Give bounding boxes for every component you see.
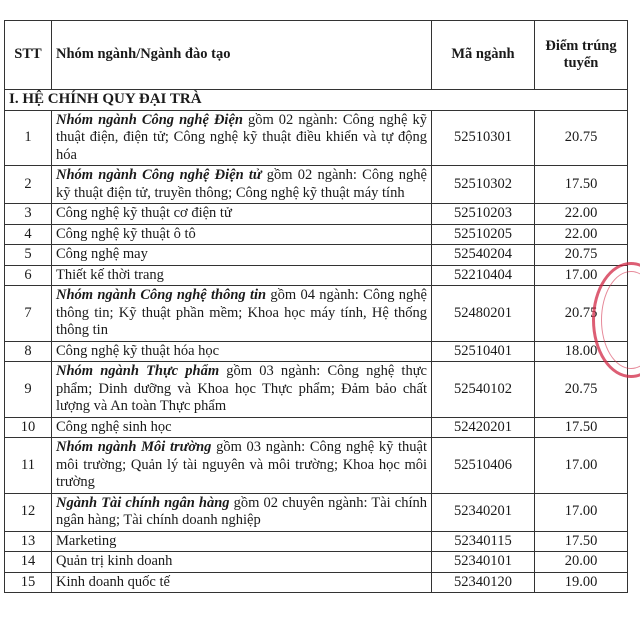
- row-program-name: [52, 245, 432, 266]
- row-program-code: 52540102: [432, 362, 535, 418]
- row-stt: 15: [5, 572, 52, 593]
- row-program-code: 52510401: [432, 341, 535, 362]
- row-admission-score: 17.00: [535, 438, 628, 494]
- row-admission-score: 20.75: [535, 110, 628, 166]
- row-program-code: 52510203: [432, 204, 535, 225]
- row-program-code: 52340115: [432, 531, 535, 552]
- row-program-name: [52, 438, 432, 494]
- row-program-text: Marketing: [56, 532, 117, 549]
- row-program-name: [52, 362, 432, 418]
- row-stt: 7: [5, 286, 52, 342]
- row-stt: 11: [5, 438, 52, 494]
- row-admission-score: 19.00: [535, 572, 628, 593]
- table-row: [5, 531, 628, 552]
- row-stt: 10: [5, 417, 52, 438]
- row-program-text: Công nghệ kỹ thuật ô tô: [56, 225, 196, 242]
- row-program-text: Công nghệ kỹ thuật cơ điện tử: [56, 205, 232, 221]
- table-row: [5, 572, 628, 593]
- row-program-code: 52340101: [432, 552, 535, 573]
- row-admission-score: 17.50: [535, 531, 628, 552]
- row-stt: 9: [5, 362, 52, 418]
- admission-score-table: [4, 20, 628, 593]
- table-row: [5, 493, 628, 531]
- table-row: [5, 286, 628, 342]
- row-program-text: Công nghệ kỹ thuật hóa học: [56, 342, 220, 359]
- row-admission-score: 20.75: [535, 362, 628, 418]
- row-program-name: [52, 572, 432, 593]
- row-program-code: 52540204: [432, 245, 535, 266]
- row-program-name: [52, 417, 432, 438]
- row-stt: 13: [5, 531, 52, 552]
- row-stt: 2: [5, 166, 52, 204]
- table-row: [5, 204, 628, 225]
- row-program-text: gồm 04 ngành: Công nghệ thông tin; Kỹ thuật phần mềm; Khoa học máy tính, Hệ thống thông tin: [56, 287, 427, 338]
- row-program-name: [52, 166, 432, 204]
- row-stt: 4: [5, 224, 52, 245]
- header-stt: STT: [5, 21, 52, 90]
- row-admission-score: 20.75: [535, 245, 628, 266]
- row-admission-score: 22.00: [535, 224, 628, 245]
- row-program-name: [52, 265, 432, 286]
- header-code: Mã ngành: [432, 21, 535, 90]
- row-program-name: [52, 552, 432, 573]
- row-admission-score: 17.00: [535, 493, 628, 531]
- table-row: [5, 341, 628, 362]
- row-program-code: 52510205: [432, 224, 535, 245]
- table-header-row: [5, 21, 628, 90]
- table-row: [5, 417, 628, 438]
- table-row: [5, 166, 628, 204]
- row-admission-score: 18.00: [535, 341, 628, 362]
- table-row: [5, 245, 628, 266]
- row-program-code: 52510301: [432, 110, 535, 166]
- row-stt: 12: [5, 493, 52, 531]
- row-program-code: 52340120: [432, 572, 535, 593]
- row-program-name: [52, 110, 432, 166]
- row-admission-score: 20.75: [535, 286, 628, 342]
- row-program-code: 52510302: [432, 166, 535, 204]
- row-group-title: Nhóm ngành Công nghệ Điện tử: [56, 167, 262, 183]
- row-program-text: gồm 02 chuyên ngành: Tài chính ngân hàng; Tài chính doanh nghiệp: [56, 494, 427, 528]
- row-program-code: 52510406: [432, 438, 535, 494]
- row-program-text: Quản trị kinh doanh: [56, 553, 173, 569]
- header-name: Nhóm ngành/Ngành đào tạo: [52, 21, 432, 90]
- table-row: [5, 362, 628, 418]
- row-program-code: 52480201: [432, 286, 535, 342]
- row-program-text: gồm 02 ngành: Công nghệ kỹ thuật điện tử, truyền thông; Công nghệ kỹ thuật máy tính: [56, 167, 427, 201]
- row-program-code: 52420201: [432, 417, 535, 438]
- row-program-text: Công nghệ may: [56, 246, 148, 262]
- row-program-text: Kinh doanh quốc tế: [56, 573, 170, 590]
- table-row: [5, 224, 628, 245]
- table-row: [5, 110, 628, 166]
- row-admission-score: 20.00: [535, 552, 628, 573]
- section-title: I. HỆ CHÍNH QUY ĐẠI TRÀ: [5, 90, 628, 111]
- row-stt: 1: [5, 110, 52, 166]
- row-group-title: Nhóm ngành Thực phẩm: [56, 363, 220, 379]
- section-row: [5, 90, 628, 111]
- table-row: [5, 438, 628, 494]
- row-program-text: gồm 03 ngành: Công nghệ kỹ thuật môi trường; Quản lý tài nguyên và môi trường; Khoa học môi trường: [56, 439, 428, 490]
- row-program-code: 52340201: [432, 493, 535, 531]
- row-program-text: gồm 03 ngành: Công nghệ thực phẩm; Dinh dưỡng và Khoa học Thực phẩm; Đảm bảo chất lượng và An toàn Thực phẩm: [56, 363, 427, 414]
- row-program-name: [52, 224, 432, 245]
- row-stt: 8: [5, 341, 52, 362]
- row-admission-score: 17.00: [535, 265, 628, 286]
- row-group-title: Nhóm ngành Công nghệ thông tin: [56, 287, 267, 303]
- row-program-name: [52, 286, 432, 342]
- row-stt: 14: [5, 552, 52, 573]
- row-program-name: [52, 493, 432, 531]
- row-admission-score: 17.50: [535, 166, 628, 204]
- row-program-text: Thiết kế thời trang: [56, 266, 164, 283]
- table-row: [5, 265, 628, 286]
- row-admission-score: 22.00: [535, 204, 628, 225]
- row-stt: 5: [5, 245, 52, 266]
- row-stt: 6: [5, 265, 52, 286]
- row-group-title: Nhóm ngành Môi trường: [56, 439, 212, 455]
- row-group-title: Ngành Tài chính ngân hàng: [56, 494, 230, 511]
- row-stt: 3: [5, 204, 52, 225]
- row-group-title: Nhóm ngành Công nghệ Điện: [56, 111, 243, 128]
- row-program-text: gồm 02 ngành: Công nghệ kỹ thuật điện, điện tử; Công nghệ kỹ thuật điều khiển và tự động hóa: [56, 111, 428, 163]
- row-admission-score: 17.50: [535, 417, 628, 438]
- row-program-code: 52210404: [432, 265, 535, 286]
- row-program-text: Công nghệ sinh học: [56, 418, 172, 435]
- table-row: [5, 552, 628, 573]
- header-score: Điểm trúng tuyển: [535, 21, 628, 90]
- row-program-name: [52, 204, 432, 225]
- row-program-name: [52, 531, 432, 552]
- row-program-name: [52, 341, 432, 362]
